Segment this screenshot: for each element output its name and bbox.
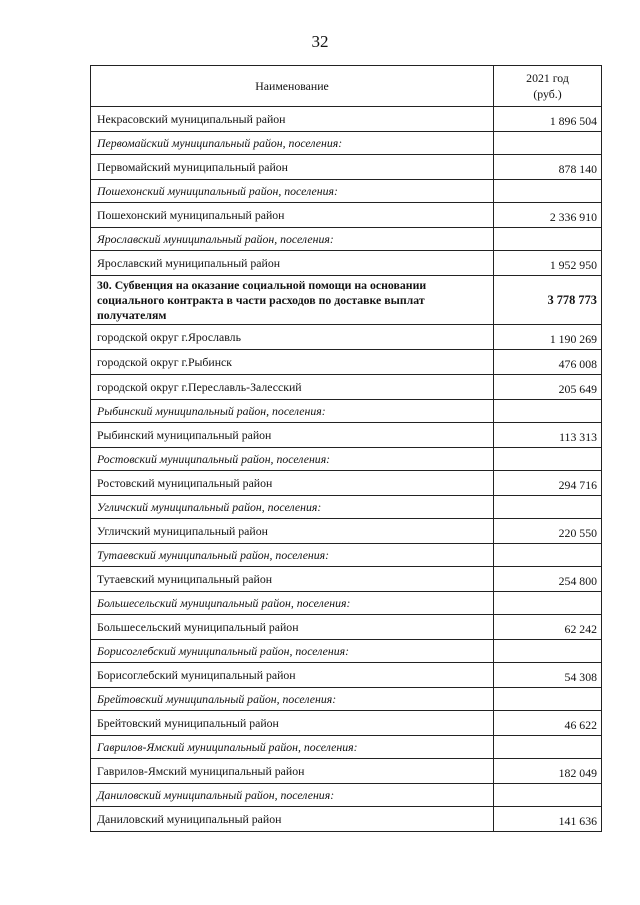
amount-cell: [494, 496, 602, 519]
table-row: [91, 132, 602, 155]
amount-cell: 2 336 910: [494, 203, 602, 228]
table-row: [91, 496, 602, 519]
amount-cell: [494, 132, 602, 155]
table-row: [91, 663, 602, 688]
page-number: 32: [311, 32, 329, 51]
amount-cell: 476 008: [494, 350, 602, 375]
amount-cell: 141 636: [494, 807, 602, 832]
table-body: [91, 107, 602, 832]
table-row: [91, 759, 602, 784]
amount-cell: 254 800: [494, 567, 602, 592]
table-row: [91, 711, 602, 736]
settlement-label-cell: Рыбинский муниципальный район, поселения:: [91, 400, 494, 423]
amount-cell: [494, 592, 602, 615]
header-name: Наименование: [91, 66, 494, 107]
district-name-cell: Ростовский муниципальный район: [91, 471, 494, 496]
table-row: [91, 592, 602, 615]
settlement-label-cell: Даниловский муниципальный район, поселения:: [91, 784, 494, 807]
table-header-row: [91, 66, 602, 107]
table-row: [91, 784, 602, 807]
amount-cell: [494, 736, 602, 759]
amount-cell: 62 242: [494, 615, 602, 640]
table-row: [91, 155, 602, 180]
amount-cell: 1 190 269: [494, 325, 602, 350]
table-row: [91, 251, 602, 276]
table-row: [91, 276, 602, 325]
district-name-cell: Большесельский муниципальный район: [91, 615, 494, 640]
settlement-label-cell: Угличский муниципальный район, поселения:: [91, 496, 494, 519]
amount-cell: [494, 688, 602, 711]
settlement-label-cell: Ростовский муниципальный район, поселения:: [91, 448, 494, 471]
district-name-cell: Даниловский муниципальный район: [91, 807, 494, 832]
section-title-cell: 30. Субвенция на оказание социальной помощи на основании социального контракта в части расходов по доставке выплат получателям: [91, 276, 494, 325]
amount-cell: [494, 228, 602, 251]
table-row: [91, 350, 602, 375]
district-name-cell: Ярославский муниципальный район: [91, 251, 494, 276]
settlement-label-cell: Брейтовский муниципальный район, поселения:: [91, 688, 494, 711]
table-row: [91, 400, 602, 423]
settlement-label-cell: Пошехонский муниципальный район, поселения:: [91, 180, 494, 203]
table-row: [91, 325, 602, 350]
amount-cell: [494, 400, 602, 423]
table-row: [91, 448, 602, 471]
amount-cell: 294 716: [494, 471, 602, 496]
table-row: [91, 180, 602, 203]
district-name-cell: Борисоглебский муниципальный район: [91, 663, 494, 688]
amount-cell: 1 896 504: [494, 107, 602, 132]
table-row: [91, 471, 602, 496]
district-name-cell: Рыбинский муниципальный район: [91, 423, 494, 448]
table-row: [91, 736, 602, 759]
district-name-cell: городской округ г.Ярославль: [91, 325, 494, 350]
header-year-label: 2021 год: [526, 71, 569, 85]
table-row: [91, 807, 602, 832]
table-row: [91, 567, 602, 592]
district-name-cell: Угличский муниципальный район: [91, 519, 494, 544]
header-unit-label: (руб.): [533, 87, 562, 101]
settlement-label-cell: Гаврилов-Ямский муниципальный район, поселения:: [91, 736, 494, 759]
table-row: [91, 423, 602, 448]
amount-cell: 220 550: [494, 519, 602, 544]
amount-cell: 3 778 773: [494, 276, 602, 325]
settlement-label-cell: Борисоглебский муниципальный район, поселения:: [91, 640, 494, 663]
amount-cell: 113 313: [494, 423, 602, 448]
district-name-cell: Гаврилов-Ямский муниципальный район: [91, 759, 494, 784]
header-year: [494, 66, 602, 107]
district-name-cell: городской округ г.Рыбинск: [91, 350, 494, 375]
amount-cell: [494, 640, 602, 663]
amount-cell: 54 308: [494, 663, 602, 688]
district-name-cell: городской округ г.Переславль-Залесский: [91, 375, 494, 400]
table-row: [91, 228, 602, 251]
amount-cell: 205 649: [494, 375, 602, 400]
settlement-label-cell: Тутаевский муниципальный район, поселения:: [91, 544, 494, 567]
amount-cell: [494, 448, 602, 471]
table-row: [91, 688, 602, 711]
amount-cell: 1 952 950: [494, 251, 602, 276]
amount-cell: 878 140: [494, 155, 602, 180]
table-row: [91, 203, 602, 228]
district-name-cell: Брейтовский муниципальный район: [91, 711, 494, 736]
table-row: [91, 544, 602, 567]
district-name-cell: Некрасовский муниципальный район: [91, 107, 494, 132]
table-row: [91, 107, 602, 132]
district-name-cell: Пошехонский муниципальный район: [91, 203, 494, 228]
table-row: [91, 640, 602, 663]
amount-cell: [494, 784, 602, 807]
table-row: [91, 519, 602, 544]
settlement-label-cell: Большесельский муниципальный район, поселения:: [91, 592, 494, 615]
table-row: [91, 375, 602, 400]
amount-cell: 182 049: [494, 759, 602, 784]
district-name-cell: Первомайский муниципальный район: [91, 155, 494, 180]
amount-cell: [494, 180, 602, 203]
amount-cell: [494, 544, 602, 567]
budget-table: [90, 65, 602, 832]
settlement-label-cell: Первомайский муниципальный район, поселения:: [91, 132, 494, 155]
table-row: [91, 615, 602, 640]
amount-cell: 46 622: [494, 711, 602, 736]
settlement-label-cell: Ярославский муниципальный район, поселения:: [91, 228, 494, 251]
district-name-cell: Тутаевский муниципальный район: [91, 567, 494, 592]
